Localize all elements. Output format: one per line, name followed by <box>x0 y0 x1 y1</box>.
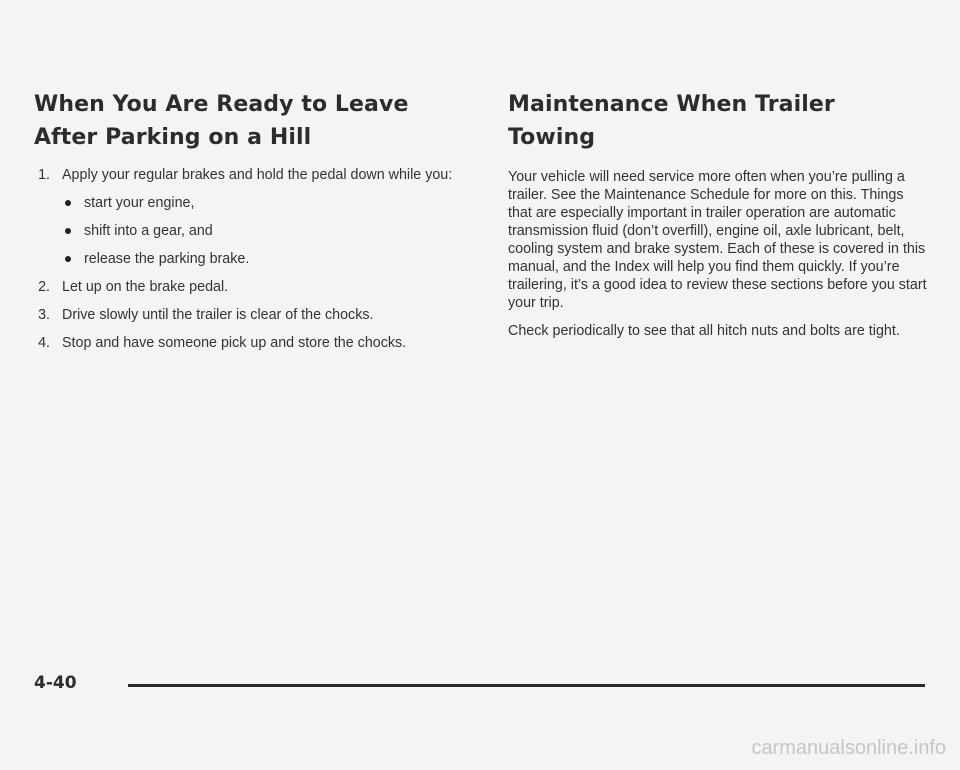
list-item-step-3 <box>34 306 464 324</box>
left-column <box>34 88 464 362</box>
step-text: Let up on the brake pedal. <box>62 279 229 295</box>
step-number: 1. <box>38 167 50 183</box>
list-item-bullet: shift into a gear, and <box>62 222 464 240</box>
section-heading-leave-after-parking: When You Are Ready to Leave After Parking on a Hill <box>34 92 409 150</box>
steps-list <box>34 166 464 352</box>
footer-divider <box>128 684 925 687</box>
list-item-bullet: release the parking brake. <box>62 250 464 268</box>
page-number: 4-40 <box>34 673 77 693</box>
list-item-step-4 <box>34 334 464 352</box>
list-item-step-2 <box>34 278 464 296</box>
step-text: Drive slowly until the trailer is clear of the chocks. <box>62 307 374 323</box>
right-column <box>508 88 928 350</box>
list-item-bullet: start your engine, <box>62 194 464 212</box>
watermark-text: carmanualsonline.info <box>751 737 946 759</box>
step-number: 4. <box>38 335 50 351</box>
bullet-list <box>62 194 464 268</box>
step-text: Stop and have someone pick up and store the chocks. <box>62 335 407 351</box>
step-number: 2. <box>38 279 50 295</box>
step-number: 3. <box>38 307 50 323</box>
paragraph-hitch-check: Check periodically to see that all hitch nuts and bolts are tight. <box>508 323 900 339</box>
step-text: Apply your regular brakes and hold the pedal down while you: <box>62 167 453 183</box>
section-heading-maintenance: Maintenance When Trailer Towing <box>508 92 835 150</box>
paragraph-service: Your vehicle will need service more often when you’re pulling a trailer. See the Maintenance Schedule for more on this. Things that are especially important in trailer operation are automatic transmission fluid (don’t overfill), engine oil, axle lubricant, belt, cooling system and brake system. Each of these is covered in this manual, and the Index will help you find them quickly. If you’re trailering, it’s a good idea to review these sections before you start your trip. <box>508 169 927 311</box>
list-item-step-1 <box>34 166 464 268</box>
